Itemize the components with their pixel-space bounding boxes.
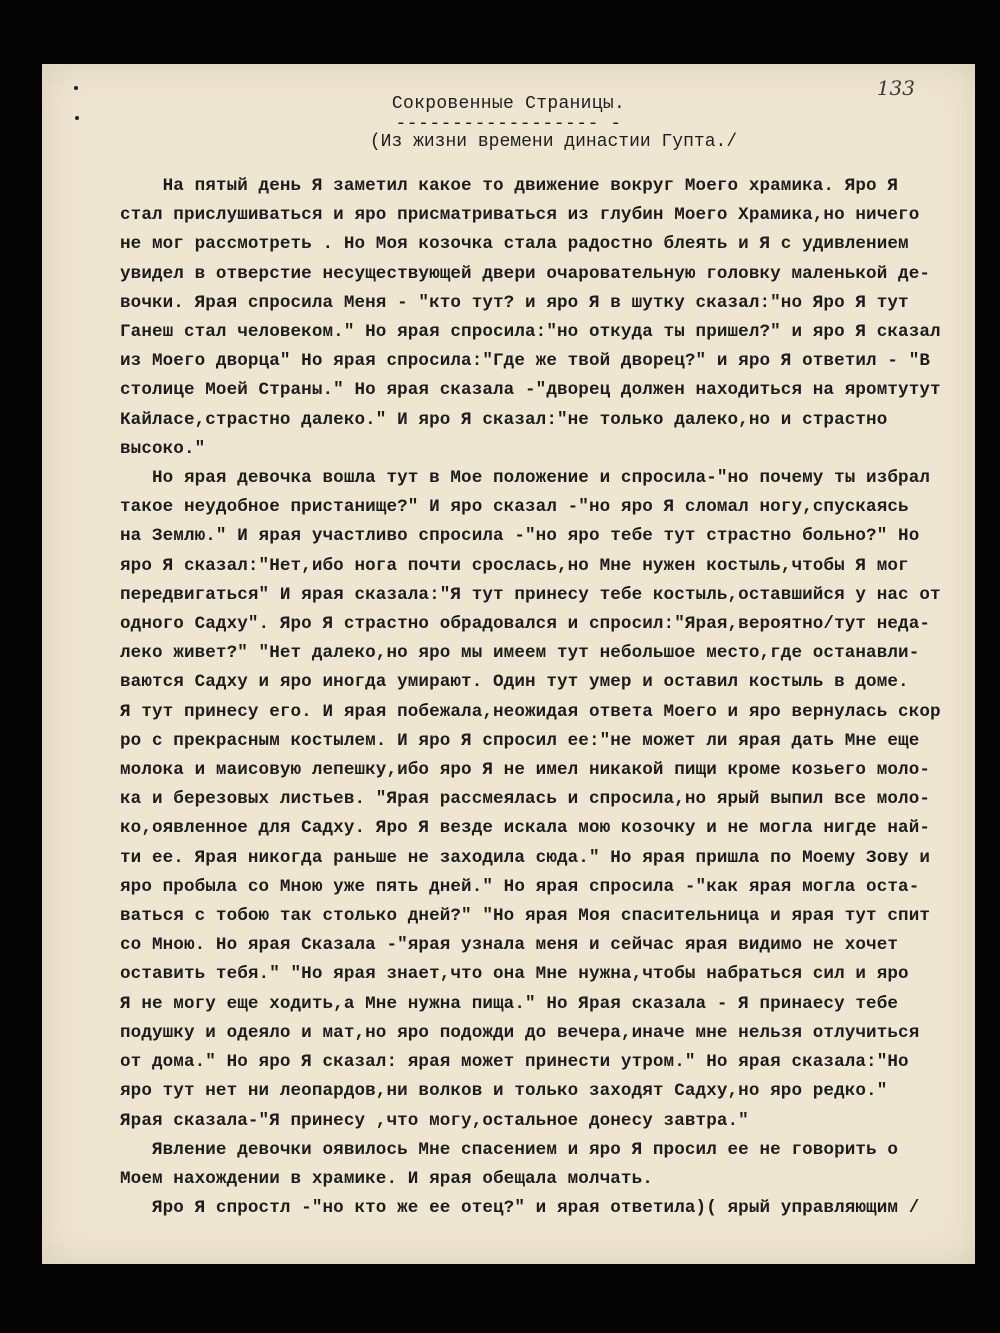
text-line: не мог рассмотреть . Но Моя козочка стала радостно блеять и Я с удивлением	[120, 234, 909, 255]
text-line: со Мною. Но ярая Сказала -"ярая узнала меня и сейчас ярая видимо не хочет	[120, 935, 899, 956]
text-line: Яро Я спростл -"но кто же ее отец?" и ярая ответила)( ярый управляющим /	[120, 1198, 920, 1219]
text-line: стал прислушиваться и яро присматриваться из глубин Моего Храмика,но ничего	[120, 205, 920, 226]
text-line: передвигаться" И ярая сказала:"Я тут принесу тебе костыль,оставшийся у нас от	[120, 584, 941, 605]
text-line: леко живет?" "Нет далеко,но яро мы имеем тут небольшое место,где останавли-	[120, 643, 920, 664]
text-line: яро пробыла со Мною уже пять дней." Но ярая спросила -"как ярая могла оста-	[120, 876, 920, 897]
text-line: такое неудобное пристанище?" И яро сказал -"но яро Я сломал ногу,спускаясь	[120, 497, 909, 518]
text-line: вочки. Ярая спросила Меня - "кто тут? и яро Я в шутку сказал:"но Яро Я тут	[120, 292, 909, 313]
text-line: Моем нахождении в храмике. И ярая обещала молчать.	[120, 1168, 653, 1189]
text-line: увидел в отверстие несуществующей двери очаровательную головку маленькой де-	[120, 263, 931, 284]
text-line: молока и маисовую лепешку,ибо яро Я не имел никакой пищи кроме козьего моло-	[120, 760, 931, 781]
text-line: от дома." Но яро Я сказал: ярая может принести утром." Но ярая сказала:"Но	[120, 1052, 909, 1073]
text-line: столице Моей Страны." Но ярая сказала -"дворец должен находиться на яромтутут	[120, 380, 941, 401]
page-subtitle: (Из жизни времени династии Гупта./	[369, 132, 738, 152]
text-line: Я тут принесу его. И ярая побежала,неожидая ответа Моего и яро вернулась скор	[120, 701, 941, 722]
text-line: Но ярая девочка вошла тут в Мое положение и спросила-"но почему ты избрал	[120, 468, 931, 489]
text-line: Явление девочки оявилось Мне спасением и яро Я просил ее не говорить о	[120, 1139, 899, 1160]
title-underline: ------------------ -	[395, 114, 622, 134]
text-line: Я не могу еще ходить,а Мне нужна пища." Но Ярая сказала - Я принаесу тебе	[120, 993, 899, 1014]
text-line: ка и березовых листьев. "Ярая рассмеялась и спросила,но ярый выпил все моло-	[120, 789, 931, 810]
body-text	[120, 172, 960, 1223]
text-line: подушку и одеяло и мат,но яро подожди до вечера,иначе мне нельзя отлучиться	[120, 1022, 920, 1043]
text-line: Ярая сказала-"Я принесу ,что могу,остальное донесу завтра."	[120, 1110, 749, 1131]
text-line: Ганеш стал человеком." Но ярая спросила:"но откуда ты пришел?" и яро Я сказал	[120, 322, 941, 343]
text-line: ро с прекрасным костылем. И яро Я спросил ее:"не может ли ярая дать Мне еще	[120, 730, 920, 751]
text-line: высоко."	[120, 438, 206, 459]
text-line: яро Я сказал:"Нет,ибо нога почти срослась,но Мне нужен костыль,чтобы Я мог	[120, 555, 909, 576]
page-number: 133	[876, 76, 915, 100]
text-line: на Землю." И ярая участливо спросила -"но яро тебе тут страстно больно?" Но	[120, 526, 920, 547]
margin-mark	[74, 86, 78, 90]
page-title: Сокровенные Страницы.	[391, 94, 626, 114]
text-line: Кайласе,страстно далеко." И яро Я сказал:"не только далеко,но и страстно	[120, 409, 888, 430]
text-line: одного Садху". Яро Я страстно обрадовался и спросил:"Ярая,вероятно/тут неда-	[120, 614, 931, 635]
text-line: ти ее. Ярая никогда раньше не заходила сюда." Но ярая пришла по Моему Зову и	[120, 847, 931, 868]
text-line: оставить тебя." "Но ярая знает,что она Мне нужна,чтобы набраться сил и яро	[120, 964, 909, 985]
text-line: ваться с тобою так столько дней?" "Но ярая Моя спасительница и ярая тут спит	[120, 906, 931, 927]
text-line: из Моего дворца" Но ярая спросила:"Где же твой дворец?" и яро Я ответил - "В	[120, 351, 931, 372]
text-line: яро тут нет ни леопардов,ни волков и только заходят Садху,но яро редко."	[120, 1081, 888, 1102]
text-line: ваются Садху и яро иногда умирают. Один тут умер и оставил костыль в доме.	[120, 672, 909, 693]
text-line: На пятый день Я заметил какое то движение вокруг Моего храмика. Яро Я	[120, 176, 899, 196]
typewritten-page	[42, 64, 975, 1264]
text-line: ко,оявленное для Садху. Яро Я везде искала мою козочку и не могла нигде най-	[120, 818, 931, 839]
